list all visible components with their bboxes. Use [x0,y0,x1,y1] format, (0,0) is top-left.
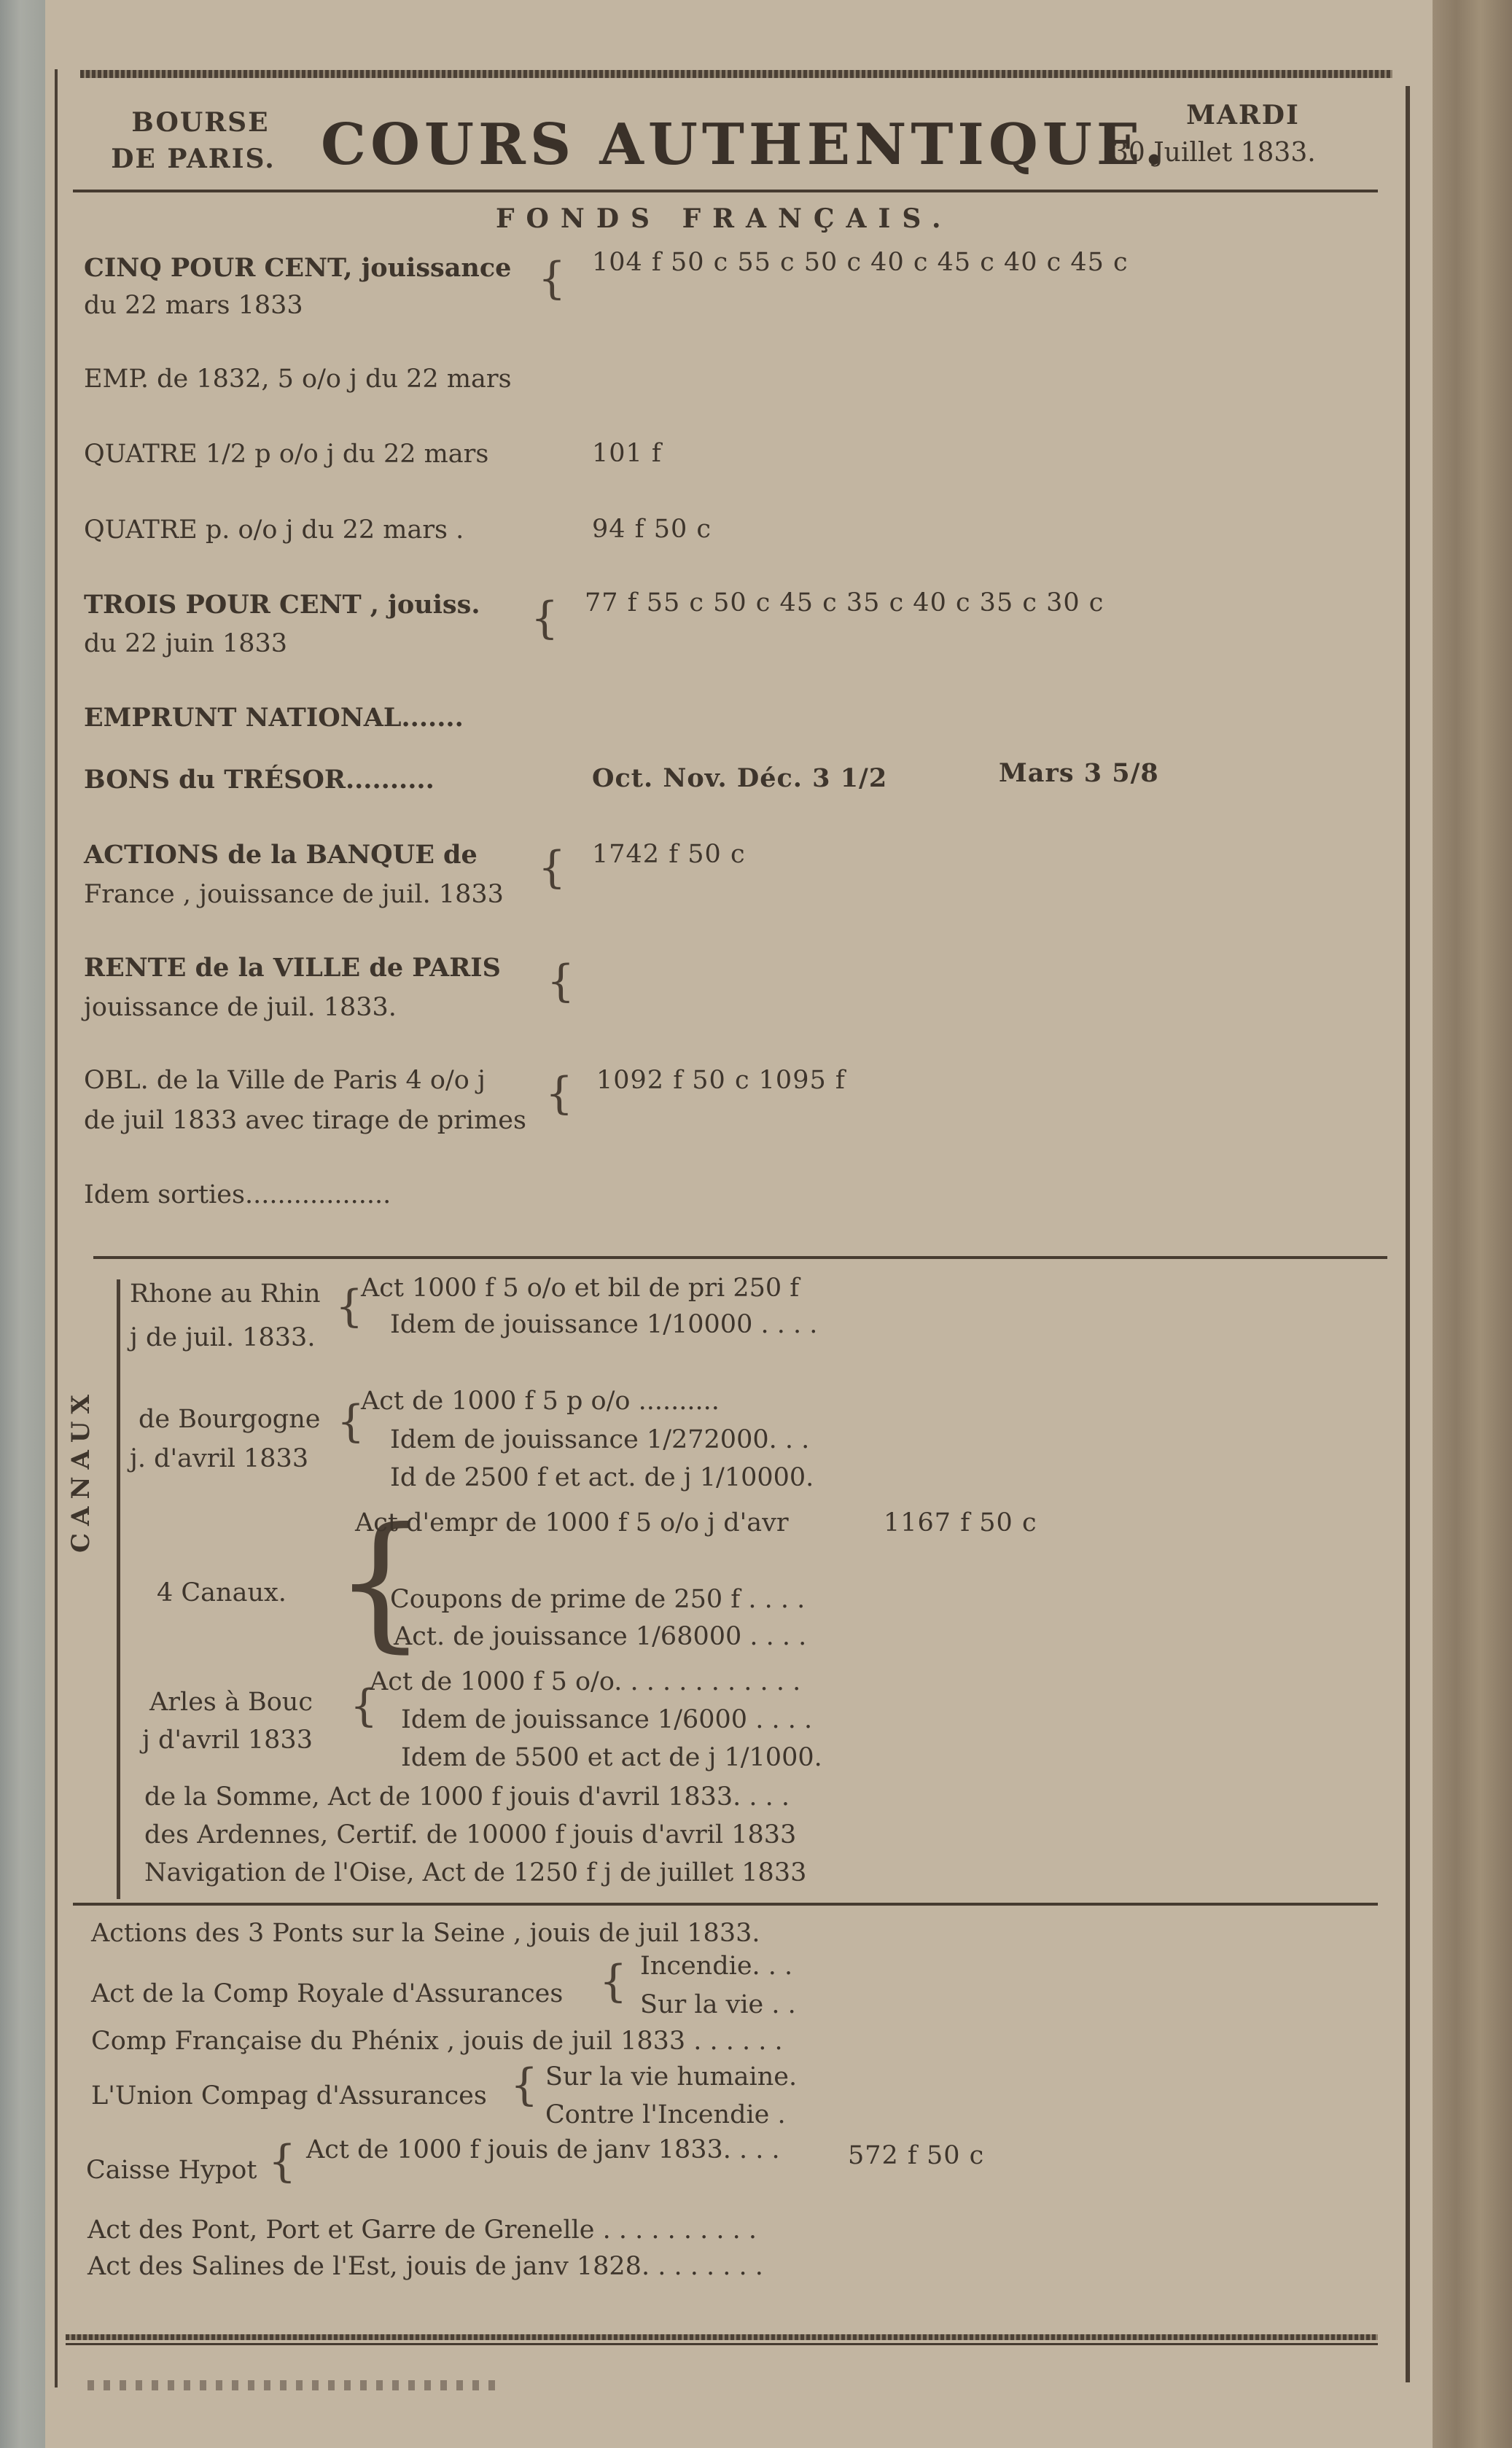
de-paris-label: DE PARIS. [111,144,276,174]
canal-ardennes: des Ardennes, Certif. de 10000 f jouis d'avril 1833 [144,1820,797,1849]
fonds-value-actions-banque: 1742 f 50 c [592,840,746,869]
header-rule [73,190,1378,192]
canal-value-4-canaux: 1167 f 50 c [884,1508,1037,1537]
brace: { [547,956,575,1007]
canal-item: Act de 1000 f 5 o/o. . . . . . . . . . . . [370,1667,801,1696]
faded-footer-print [87,2380,496,2390]
fonds-row-actions-banque: ACTIONS de la BANQUE de [84,840,478,870]
top-ornament-rule [80,70,1392,78]
book-binding-right [1433,0,1512,2448]
fonds-row-cinq-pour-cent-date: du 22 mars 1833 [84,291,303,320]
fonds-value-obl-ville: 1092 f 50 c 1095 f [596,1066,846,1095]
divers-assurances-item: Sur la vie . . [640,1990,796,2019]
divers-caisse-item: Act de 1000 f jouis de janv 1833. . . . [306,2135,780,2164]
canal-item: Idem de jouissance 1/10000 . . . . [390,1310,818,1339]
brace: { [268,2136,297,2187]
fonds-value-bons-tresor: Oct. Nov. Déc. 3 1/2 [592,763,888,793]
divers-assurances-item: Incendie. . . [640,1952,793,1981]
fonds-row-obl-ville-date: de juil 1833 avec tirage de primes [84,1106,526,1135]
divers-union-item: Contre l'Incendie . [545,2100,786,2129]
fonds-value-trois-pour-cent: 77 f 55 c 50 c 45 c 35 c 40 c 35 c 30 c [585,588,1104,617]
canaux-side-label: CANAUX [66,1387,96,1553]
divers-assurances-royale: Act de la Comp Royale d'Assurances [91,1979,564,2008]
divers-caisse-hypot: Caisse Hypot [86,2156,257,2185]
fonds-row-actions-banque-date: France , jouissance de juil. 1833 [84,880,504,909]
fonds-value-cinq-pour-cent: 104 f 50 c 55 c 50 c 40 c 45 c 40 c 45 c [592,248,1129,277]
bourse-label: BOURSE [131,107,270,138]
brace: { [510,2059,539,2110]
canaux-bracket [117,1279,120,1899]
book-binding-left [0,0,45,2448]
canal-item: Idem de 5500 et act de j 1/1000. [401,1743,822,1772]
bottom-ornament-rule [66,2334,1378,2340]
canal-bourgogne-date: j. d'avril 1833 [130,1444,309,1473]
page-title: COURS AUTHENTIQUE. [321,112,1169,178]
fonds-row-rente-ville-date: jouissance de juil. 1833. [84,993,397,1022]
fonds-row-quatre-demi: QUATRE 1/2 p o/o j du 22 mars [84,440,489,469]
canal-item: Id de 2500 f et act. de j 1/10000. [390,1463,814,1492]
brace: { [337,1396,365,1447]
canal-arles-a-bouc: Arles à Bouc [149,1688,313,1717]
canal-rhone-au-rhin: Rhone au Rhin [130,1279,321,1309]
canal-item: Act 1000 f 5 o/o et bil de pri 250 f [361,1274,800,1303]
fonds-value-quatre-demi: 101 f [592,439,662,468]
weekday-label: MARDI [1186,100,1300,130]
divers-caisse-value: 572 f 50 c [848,2141,985,2170]
fonds-row-emp-1832: EMP. de 1832, 5 o/o j du 22 mars [84,365,512,394]
section-rule-canaux [93,1256,1387,1259]
fonds-row-obl-ville: OBL. de la Ville de Paris 4 o/o j [84,1066,486,1095]
canal-item: Idem de jouissance 1/6000 . . . . [401,1705,813,1734]
canal-item: Act d'empr de 1000 f 5 o/o j d'avr [355,1508,789,1537]
canal-item: Act. de jouissance 1/68000 . . . . [394,1622,807,1651]
canal-somme: de la Somme, Act de 1000 f jouis d'avril 1833. . . . [144,1782,790,1812]
canal-bourgogne: de Bourgogne [139,1405,321,1434]
fonds-row-trois-pour-cent-date: du 22 juin 1833 [84,629,288,658]
frame-left-rule [55,69,58,2387]
canal-item: Idem de jouissance 1/272000. . . [390,1425,810,1454]
divers-salines: Act des Salines de l'Est, jouis de janv 1828. . . . . . . . [87,2252,763,2281]
fonds-value-bons-tresor-mars: Mars 3 5/8 [999,758,1159,788]
section-rule-divers [73,1903,1378,1906]
fonds-row-cinq-pour-cent: CINQ POUR CENT, jouissance [84,253,512,283]
fonds-value-quatre: 94 f 50 c [592,515,712,544]
brace: { [545,1068,574,1119]
brace: { [599,1956,628,2007]
date-label: 30 Juillet 1833. [1112,138,1316,168]
brace: { [538,253,566,304]
canal-item: Coupons de prime de 250 f . . . . [390,1585,806,1614]
divers-grenelle: Act des Pont, Port et Garre de Grenelle . . . . . . . . . . [87,2215,757,2245]
brace: { [531,593,559,644]
canal-oise: Navigation de l'Oise, Act de 1250 f j de juillet 1833 [144,1858,807,1887]
section-title-fonds-francais: FONDS FRANÇAIS. [496,203,953,234]
bottom-rule [66,2343,1378,2345]
canal-item: Act de 1000 f 5 p o/o .......... [361,1387,720,1416]
fonds-row-rente-ville: RENTE de la VILLE de PARIS [84,953,501,983]
divers-ponts: Actions des 3 Ponts sur la Seine , jouis de juil 1833. [91,1919,760,1948]
divers-phenix: Comp Française du Phénix , jouis de juil 1833 . . . . . . [91,2027,783,2056]
canal-rhone-au-rhin-date: j de juil. 1833. [130,1323,316,1352]
divers-union: L'Union Compag d'Assurances [91,2081,487,2110]
canal-arles-a-bouc-date: j d'avril 1833 [142,1726,313,1755]
fonds-row-trois-pour-cent: TROIS POUR CENT , jouiss. [84,590,480,620]
frame-right-rule [1406,86,1410,2382]
brace: { [350,1680,378,1731]
brace: { [335,1281,364,1332]
brace: { [334,1497,427,1667]
fonds-row-idem-sorties: Idem sorties.................. [84,1180,391,1209]
divers-union-item: Sur la vie humaine. [545,2062,798,2092]
fonds-row-bons-tresor: BONS du TRÉSOR.......... [84,765,434,795]
brace: { [538,842,566,893]
canal-4-canaux: 4 Canaux. [157,1578,287,1607]
fonds-row-emprunt-national: EMPRUNT NATIONAL....... [84,703,464,733]
fonds-row-quatre: QUATRE p. o/o j du 22 mars . [84,515,464,545]
